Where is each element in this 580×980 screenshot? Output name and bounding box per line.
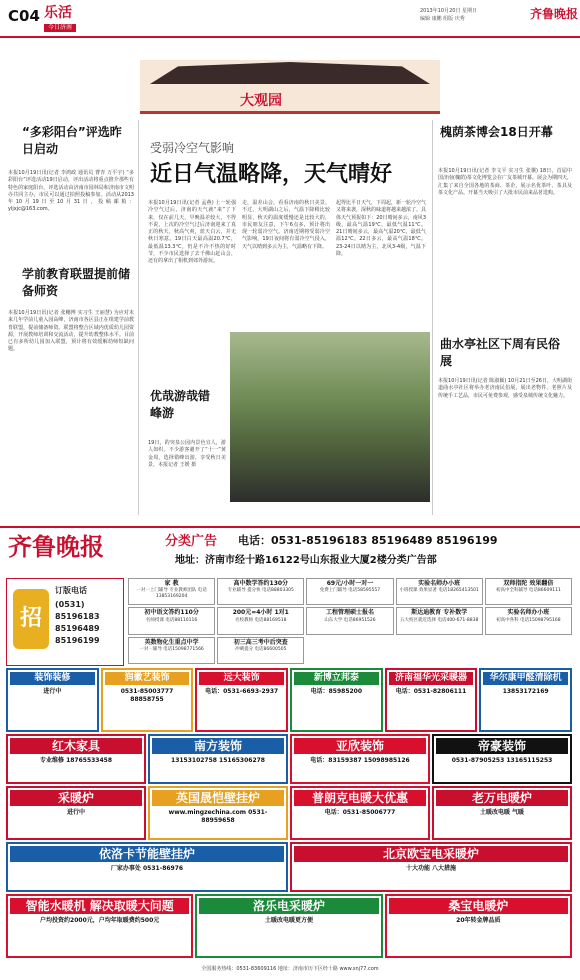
ad-logo: 齐鲁晚报 xyxy=(8,532,104,561)
classified-ad xyxy=(396,607,483,634)
display-ad-title: 红木家具 xyxy=(10,738,142,754)
classified-ad-title: 英数物化生重点中学 xyxy=(144,638,199,646)
display-ad-text: 电话：0531-82806111 xyxy=(395,687,467,695)
classified-ad-text: 名师授课 电话88110116 xyxy=(145,617,198,623)
classified-ad-title: 家 教 xyxy=(164,580,179,587)
classified-ad-text: 山东大学 电话86951526 xyxy=(324,617,376,623)
display-ad-title: 普朗克电暖大优惠 xyxy=(294,790,426,806)
right-body-2: 本报10月19日讯(记者 陈淑颖) 10月21日至26日，大明湖街道曲水亭社区将举办老济南民俗展，展出老物件、老照片及传统手工艺品，市民可免费参观，感受泉城传统文化魅力。 xyxy=(438,378,572,399)
classified-ad-title: 双师指陀 效果翻倍 xyxy=(503,580,554,587)
display-ad-title: 洛乐电采暖炉 xyxy=(199,898,378,914)
display-ad-text: 土暖改电暖更方便 xyxy=(264,917,313,925)
subscribe-phone: (0531) xyxy=(55,600,85,609)
display-ad-text: 0531-85003777 88858755 xyxy=(120,687,174,703)
display-ad-title: 帝豪装饰 xyxy=(436,738,568,754)
display-ad xyxy=(290,734,430,784)
display-ad-title: 济南福华光采暖器 xyxy=(389,672,474,685)
main-headline: 近日气温略降，天气晴好 xyxy=(150,162,393,187)
right-headline-2: 曲水亭社区下周有民俗展 xyxy=(440,337,561,368)
left-body-2: 本报10月19日讯(记者 张穗博 实习生 王丽慧) 为应对未来几年学前儿童入园高峰，济南市各区县正在组建学前教育联盟，提前储备师资。联盟将整合区域内优质幼儿园资源，开展教师培训和交流活动，提升幼教整体水平。目前已有多所幼儿园加入联盟，预计将有效缓解幼师短缺问题。 xyxy=(8,310,134,353)
display-ad-text: 电话：0531-6693-2937 xyxy=(205,687,279,695)
display-ad xyxy=(6,786,146,840)
classified-ad-text: 初高中全科辅导 电话86609111 xyxy=(495,588,561,594)
header-rule xyxy=(0,36,580,38)
display-ad-title: 润徽艺装饰 xyxy=(105,672,190,685)
display-ad-title: 采暖炉 xyxy=(10,790,142,806)
photo-caption: 19日，趵突泉公园内景色宜人，游人如织。不少游客避开了“十一”黄金周，选择错峰出游，享受秋日美景。本报记者 王媛 摄 xyxy=(148,440,226,468)
display-ad-text: 户均投资约2000元，户均年取暖费约500元 xyxy=(40,917,160,925)
right-body-1: 本报10月19日讯(记者 李文平 实习生 张骥) 18日，首届中国济南(槐荫)茶文化博览会在广友茶城开幕。展会为期四天，汇集了来自全国各地的茶商、茶企，展示名优茶叶、茶具及茶文化产品。开幕当天吸引了大批市民前来品茗选购。 xyxy=(438,168,572,196)
classified-ad xyxy=(485,578,572,605)
classified-ad-title: 工程管理硕士报名 xyxy=(325,609,374,617)
subscribe-icon: 招 xyxy=(13,589,49,649)
park-crowd-photo xyxy=(230,332,430,502)
subscribe-phone: 85196183 xyxy=(55,612,100,621)
display-ad-title: 北京欧宝电采暖炉 xyxy=(294,846,568,862)
subscribe-phone: 85196489 xyxy=(55,624,100,633)
classified-ad-title: 初三高三考中后突查 xyxy=(233,638,288,646)
display-ad xyxy=(385,894,572,958)
classified-grid xyxy=(128,578,574,666)
classified-ad-title: 69元/小时一对一 xyxy=(326,580,374,587)
classified-ad xyxy=(128,578,215,605)
display-ad-title: 华尔康甲醛清除机 xyxy=(483,672,568,685)
display-ad-text: 进行中 xyxy=(66,809,85,817)
display-ad xyxy=(432,734,572,784)
classified-ad-title: 斯达迪教育 专补数学 xyxy=(411,609,468,617)
classified-ad-text: 名校教师 电话88169518 xyxy=(235,617,287,623)
classified-ad-title: 实验名师办小班 xyxy=(507,609,550,617)
photo-headline: 优哉游哉错峰游 xyxy=(150,389,211,420)
left-headline-2: 学前教育联盟提前储备师资 xyxy=(22,267,131,298)
classified-ad-text: 一对一辅导 电话15098771566 xyxy=(139,647,204,653)
classified-ad-title: 初中语文答约110分 xyxy=(144,609,199,617)
display-ad xyxy=(290,786,430,840)
display-ad-title: 智能水暖机 解决取暖大问题 xyxy=(10,898,189,914)
display-ad-title: 新博立邦泰 xyxy=(294,672,379,685)
classified-ad xyxy=(306,578,393,605)
display-ad-text: 土暖改电暖 气暖 xyxy=(479,809,525,817)
section-title: 乐活 xyxy=(44,5,72,21)
display-ad-text: 13153102758 15165306278 xyxy=(171,757,265,765)
classified-ad-text: 冲刺提分 电话86600505 xyxy=(235,647,287,653)
display-ad xyxy=(385,668,478,732)
display-ad-text: 进行中 xyxy=(43,687,62,695)
display-ads xyxy=(6,668,574,964)
display-ad-text: 电话：83159387 15098985126 xyxy=(310,757,410,765)
display-ad xyxy=(432,786,572,840)
classified-ad-title: 200元=4小时 1对1 xyxy=(232,609,289,617)
display-ad-title: 老万电暖炉 xyxy=(436,790,568,806)
subscribe-label: 订版电话 xyxy=(55,586,87,595)
classified-ad-title: 实验名师办小班 xyxy=(418,580,461,587)
display-ad-text: www.mingzechina.com 0531-88959658 xyxy=(168,809,268,825)
ad-phones: 电话：0531-85196183 85196489 85196199 xyxy=(238,534,498,547)
classified-ad xyxy=(217,607,304,634)
display-ad xyxy=(6,734,146,784)
classified-ad-text: 五大校区就近选择 电话400-671-8838 xyxy=(400,617,479,623)
ad-title: 分类广告 xyxy=(165,534,218,549)
display-ad-text: 电话：85985200 xyxy=(310,687,363,695)
classified-ad xyxy=(306,607,393,634)
newspaper-logo: 齐鲁晚报 xyxy=(530,7,579,21)
display-ad xyxy=(290,668,383,732)
display-ad-title: 装饰装修 xyxy=(10,672,95,685)
display-ad-text: 0531-87905253 13165115253 xyxy=(451,757,553,765)
classified-ad xyxy=(217,578,304,605)
display-ad-title: 亚欣装饰 xyxy=(294,738,426,754)
main-col-3: 起得比平日天气，下周起，新一轮冷空气又将来袭，深秋的味道将越来越浓了。具体天气预报如下：20日晴间多云，南风3级，最高气温19℃，最低气温11℃。21日晴间多云，最高气温20℃，最低气温12℃。22日多云，最高气温18℃。23-24日以晴为主，北风3-4级，气温下降。 xyxy=(336,200,427,257)
display-ad xyxy=(6,842,288,892)
ad-address: 地址：济南市经十路16122号山东报业大厦2楼分类广告部 xyxy=(175,555,437,566)
subscribe-box xyxy=(6,578,124,666)
display-ad xyxy=(101,668,194,732)
classified-ad-text: 专业辅导 提分快 电话88803305 xyxy=(227,588,294,594)
display-ad xyxy=(195,894,382,958)
display-ad xyxy=(195,668,288,732)
display-ad-text: 电话：0531-85006777 xyxy=(324,809,396,817)
column-divider xyxy=(432,120,433,515)
classified-ad-text: 一对一上门辅导 专业教师团队 电话13853169204 xyxy=(136,588,207,600)
main-kicker: 受弱冷空气影响 xyxy=(150,141,235,155)
display-ad-text: 专业维修 18765533458 xyxy=(39,757,112,765)
display-ad-text: 20年转金牌品质 xyxy=(456,917,501,925)
display-ad-title: 依洛卡节能壁挂炉 xyxy=(10,846,284,862)
classified-ad xyxy=(128,637,215,664)
banner-title: 大观园 xyxy=(240,93,282,109)
classified-ad xyxy=(396,578,483,605)
right-headline-1: 槐荫茶博会18日开幕 xyxy=(440,125,553,139)
left-body-1: 本报10月19日讯(记者 李鸿政 通讯员 曹青 万平宇) “多彩阳台”评选活动19日启动，评出活动将重点推介那些有特色的家庭阳台，评选活动由济南市园林局和济南市文明办共同主办，市民可以通过拍照投稿参加。活动从2013年10月19日至10月31日，投稿邮箱：yljxjc@163.com。 xyxy=(8,170,134,213)
classified-ad-text: 小班授课 效果显著 电话18265413501 xyxy=(399,588,479,594)
classified-ad-text: 免费上门辅导 电话58595557 xyxy=(319,588,381,594)
display-ad xyxy=(148,734,288,784)
column-divider xyxy=(138,120,139,515)
display-ad-text: 13853172169 xyxy=(502,687,549,695)
ad-footer: 全国服务热线：0531-83609116 地址：济南市历下区经十路 www.snj77.com xyxy=(201,966,379,972)
display-ad-title: 南方装饰 xyxy=(152,738,284,754)
page-code: C04 xyxy=(8,7,40,25)
main-col-2: 走，温差山会，看看济南的秋日美景。不过，大明湖山之后，气温下降稍比较明显，秋天的温度缓慢还是比较大的，市民朋友注意，下午6点多，预计将出现一轮弱冷空气。济南近期将受弱冷空气影响，19日夜间将有弱冷空气侵入，天气以晴到多云为主，气温略有下降。 xyxy=(242,200,330,250)
main-col-1: 本报10月19日讯(记者 孟燕) 上一轮强冷空气过后，济南的天气就“来”了下来，仅在前几天，早晚温差较大，不得不说，上次的冷空气过后济南迎来了真正的秋天，秋高气爽，蓝天白云，并无秋日寒意。19日白天最高温20.7℃，最低温13.3℃，仍是不冷不热的好时节，不少市民选择了去千佛山赶山会，还有的拿出了相机到郊外游玩。 xyxy=(148,200,236,264)
display-ad xyxy=(6,668,99,732)
display-ad-text: 厂家办事处 0531-86976 xyxy=(110,865,184,873)
classified-ad-text: 初高中各科 电话15098795168 xyxy=(496,617,561,623)
classified-ad xyxy=(128,607,215,634)
display-ad xyxy=(290,842,572,892)
display-ad-title: 桑宝电暖炉 xyxy=(389,898,568,914)
display-ad-title: 英国晟恺壁挂炉 xyxy=(152,790,284,806)
subscribe-lines xyxy=(55,599,100,647)
subscribe-phone: 85196199 xyxy=(55,636,100,645)
classified-ad xyxy=(485,607,572,634)
display-ad xyxy=(6,894,193,958)
classified-ad-title: 高中数学答约130分 xyxy=(233,580,289,587)
display-ad-text: 十大功能 八大措施 xyxy=(405,865,457,873)
left-headline-1: “多彩阳台”评选昨日启动 xyxy=(22,125,122,156)
date-line: 2013年10月20日 星期日 编辑 康鹏 组版 庆秀 xyxy=(420,8,478,22)
section-subtitle: 今日济南 xyxy=(44,24,76,32)
classified-ad xyxy=(217,637,304,664)
display-ad xyxy=(479,668,572,732)
display-ad-title: 远大装饰 xyxy=(199,672,284,685)
display-ad xyxy=(148,786,288,840)
